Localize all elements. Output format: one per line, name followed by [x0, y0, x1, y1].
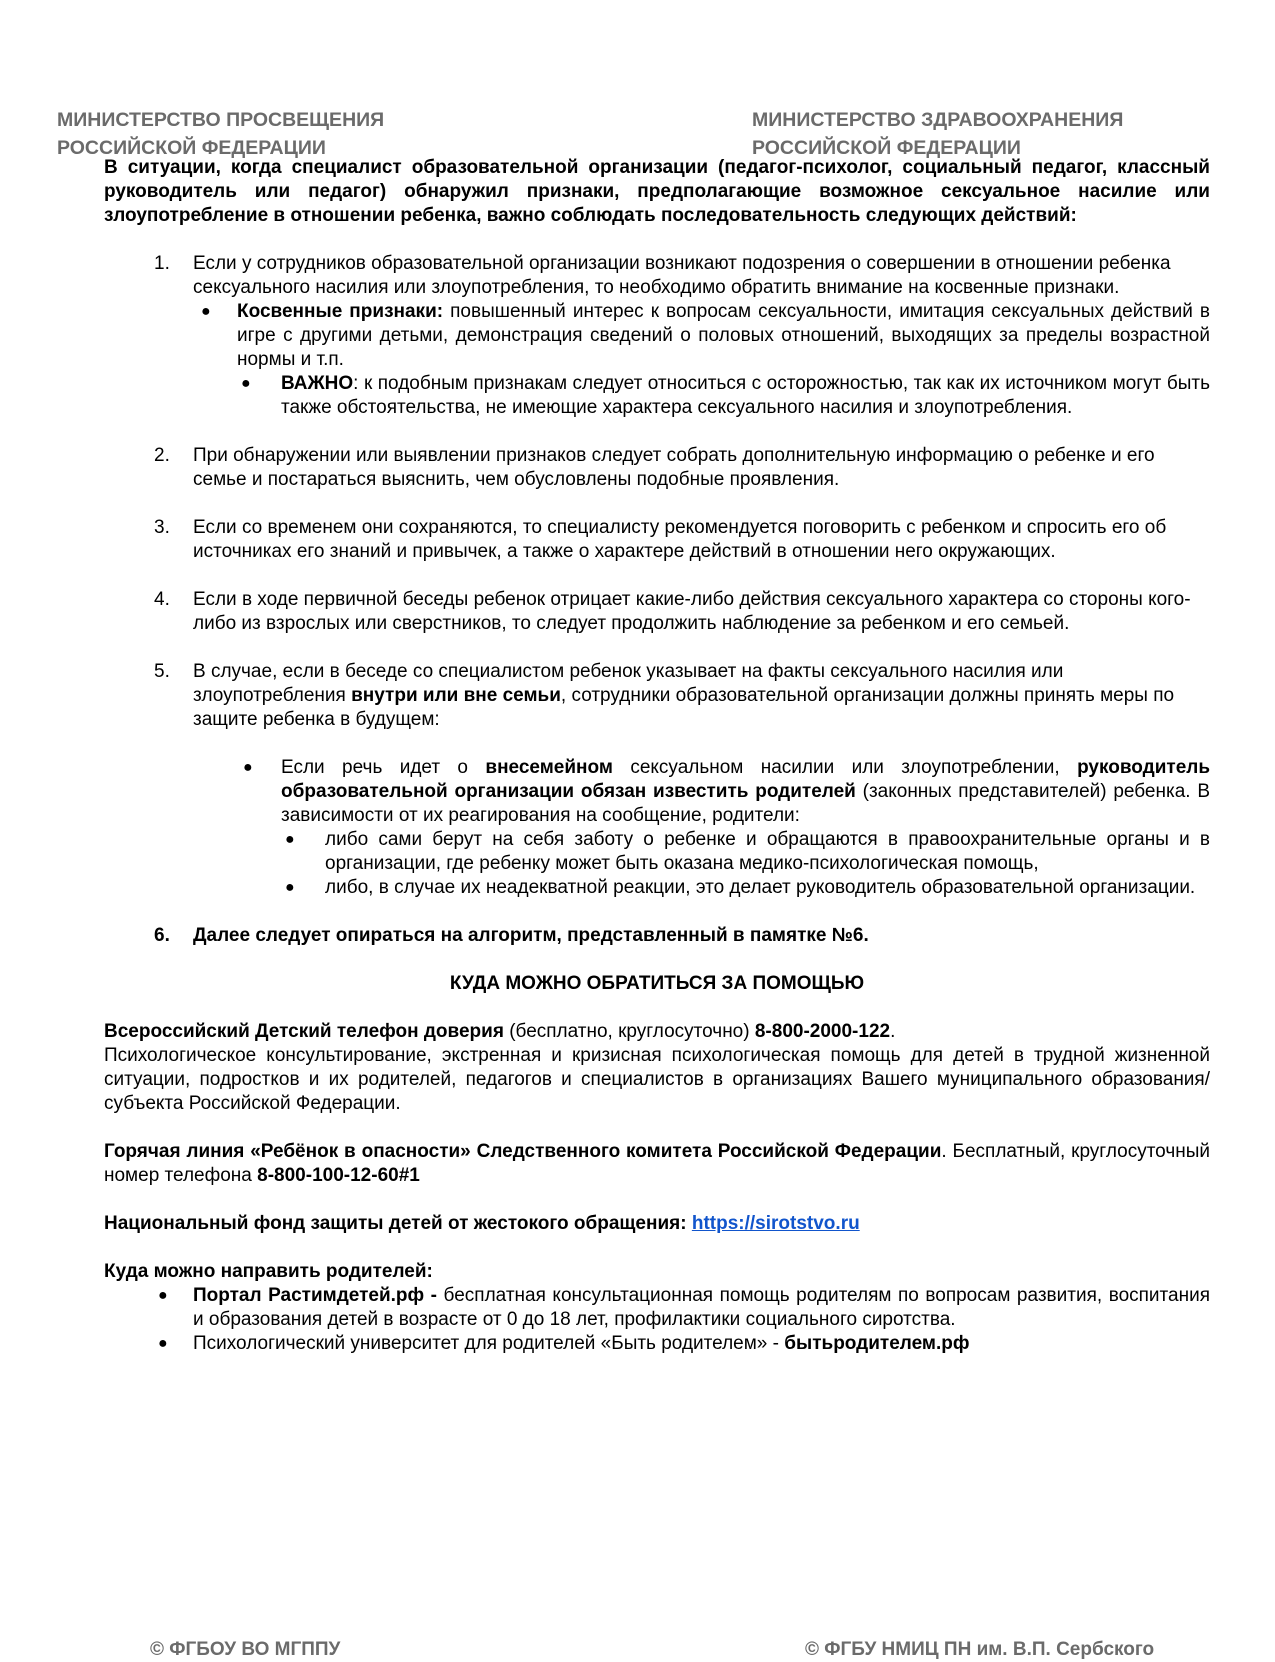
step-text	[193, 660, 1210, 732]
bullet-icon: ●	[285, 831, 295, 848]
parents-reaction-text: либо сами берут на себя заботу о ребенке и обращаются в правоохранительные органы и в организации, где ребенку может быть оказана медико-психологическая помощь,	[325, 829, 1210, 874]
child-helpline-note: (бесплатно, круглосуточно)	[503, 1021, 755, 1042]
parents-reaction-item	[281, 828, 1210, 876]
bullet-icon: ●	[158, 1335, 168, 1352]
parents-resource-item	[104, 1284, 1210, 1332]
intro-paragraph: В ситуации, когда специалист образовательной организации (педагог-психолог, социальный педагог, классный руководитель или педагог) обнаружил признаки, предполагающие возможное сексуальное насилие или злоупотребление в отношении ребенка, важно соблюдать последовательность следующих действий:	[104, 157, 1210, 226]
footer-right-copyright: © ФГБУ НМИЦ ПН им. В.П. Сербского	[805, 1639, 1155, 1660]
parents-resource-text: Психологический университет для родителей «Быть родителем» -	[193, 1333, 785, 1354]
important-note-item	[237, 372, 1210, 420]
child-helpline-period: .	[890, 1021, 896, 1042]
bullet-icon: ●	[241, 375, 251, 392]
help-section-title: КУДА МОЖНО ОБРАТИТЬСЯ ЗА ПОМОЩЬЮ	[449, 973, 865, 994]
hotline-phone: 8-800-100-12-60#1	[257, 1165, 420, 1186]
parents-resource-name: Портал Растимдетей.рф -	[193, 1285, 438, 1306]
step-6	[104, 924, 1210, 948]
measure-text: (законных представителей) ребенка. В зависимости от их реагирования на сообщение, родители:	[281, 781, 1210, 826]
parents-reaction-text: либо, в случае их неадекватной реакции, это делает руководитель образовательной организации.	[325, 877, 1196, 898]
bullet-icon: ●	[285, 879, 295, 896]
important-text: : к подобным признакам следует относиться с осторожностью, так как их источником могут быть также обстоятельства, не имеющие характера сексуального насилия и злоупотребления.	[281, 373, 1210, 418]
hotline-name: Горячая линия «Ребёнок в опасности» Следственного комитета Российской Федерации	[104, 1141, 942, 1162]
document-body	[104, 156, 1210, 1356]
indirect-signs-item	[193, 300, 1210, 420]
step-number: 2.	[154, 445, 170, 466]
step-1	[104, 252, 1210, 420]
national-fund-link[interactable]: https://sirotstvo.ru	[691, 1213, 860, 1234]
measure-bold: внесемейном	[485, 757, 613, 778]
bullet-icon: ●	[201, 303, 211, 320]
step-number: 6.	[154, 925, 170, 946]
national-fund-block	[104, 1212, 1210, 1236]
indirect-signs-list	[193, 300, 1210, 420]
investigative-committee-hotline	[104, 1140, 1210, 1188]
header-ministry-health	[752, 106, 1123, 162]
parents-resource-site: бытьродителем.рф	[784, 1333, 970, 1354]
header-ministry-education	[57, 106, 384, 162]
measure-text: сексуальном насилии или злоупотреблении,	[612, 757, 1078, 778]
header-right-line-2: РОССИЙСКОЙ ФЕДЕРАЦИИ	[752, 137, 1021, 159]
action-steps-list	[104, 252, 1210, 948]
important-label: ВАЖНО	[281, 373, 354, 394]
bullet-icon: ●	[243, 759, 253, 776]
child-helpline-name: Всероссийский Детский телефон доверия	[104, 1021, 504, 1042]
parents-reaction-item	[281, 876, 1210, 900]
step-text: Далее следует опираться на алгоритм, представленный в памятке №6.	[193, 925, 869, 946]
step-number: 3.	[154, 517, 170, 538]
step-number: 4.	[154, 589, 170, 610]
step-text-part: В случае, если в беседе со специалистом ребенок указывает на факты сексуального насилия или злоупотребления	[193, 661, 1064, 706]
step-text-part: , сотрудники образовательной организации должны принять меры по защите ребенка в будущем:	[193, 685, 1175, 730]
hotline-text: . Бесплатный, круглосуточный номер телефона	[104, 1141, 1210, 1186]
parents-resource-item	[104, 1332, 1210, 1356]
child-helpline-phone: 8-800-2000-122	[754, 1021, 891, 1042]
step-text: Если в ходе первичной беседы ребенок отрицает какие-либо действия сексуального характера со стороны кого-либо из взрослых или сверстников, то следует продолжить наблюдение за ребенком и его семьей.	[193, 589, 1191, 634]
child-helpline-description: Психологическое консультирование, экстренная и кризисная психологическая помощь для детей в трудной жизненной ситуации, подростков и их родителей, педагогов и специалистов в организациях Вашего муниципального образования/субъекта Российской Федерации.	[104, 1045, 1210, 1114]
parents-resources-list	[104, 1284, 1210, 1356]
step-4	[104, 588, 1210, 636]
indirect-signs-text: повышенный интерес к вопросам сексуальности, имитация сексуальных действий в игре с другими детьми, демонстрация сведений о половых отношений, выходящих за пределы возрастной нормы и т.п.	[237, 301, 1210, 370]
step-2	[104, 444, 1210, 492]
step-text: Если со временем они сохраняются, то специалисту рекомендуется поговорить с ребенком и спросить его об источниках его знаний и привычек, а также о характере действий в отношении него окружающих.	[193, 517, 1167, 562]
step-text-bold: внутри или вне семьи	[351, 685, 561, 706]
bullet-icon: ●	[158, 1287, 168, 1304]
step-number: 1.	[154, 253, 170, 274]
step-text: При обнаружении или выявлении признаков следует собрать дополнительную информацию о ребенке и его семье и постараться выяснить, чем обусловлены подобные проявления.	[193, 445, 1155, 490]
protection-measure-item	[193, 756, 1210, 900]
national-fund-name: Национальный фонд защиты детей от жестокого обращения:	[104, 1213, 692, 1234]
header-right-line-1: МИНИСТЕРСТВО ЗДРАВООХРАНЕНИЯ	[752, 109, 1124, 131]
step-text: Если у сотрудников образовательной организации возникают подозрения о совершении в отношении ребенка сексуального насилия или злоупотребления, то необходимо обратить внимание на косвенные признаки.	[193, 253, 1171, 298]
child-helpline-block	[104, 1020, 1210, 1116]
parents-reaction-list	[281, 828, 1210, 900]
indirect-signs-label: Косвенные признаки:	[237, 301, 444, 322]
footer-left-copyright: © ФГБОУ ВО МГППУ	[150, 1639, 341, 1660]
important-note-list	[237, 372, 1210, 420]
step-5	[104, 660, 1210, 900]
measure-text: Если речь идет о	[281, 757, 486, 778]
step-3	[104, 516, 1210, 564]
protection-measures-list	[193, 756, 1210, 900]
parents-resource-text: бесплатная консультационная помощь родителям по вопросам развития, воспитания и образования детей в возрасте от 0 до 18 лет, профилактики социального сиротства.	[193, 1285, 1210, 1330]
step-number: 5.	[154, 661, 170, 682]
measure-bold: руководитель образовательной организации обязан известить родителей	[281, 757, 1211, 802]
header-left-line-2: РОССИЙСКОЙ ФЕДЕРАЦИИ	[57, 137, 326, 159]
parents-resources-title: Куда можно направить родителей:	[104, 1261, 433, 1282]
header-left-line-1: МИНИСТЕРСТВО ПРОСВЕЩЕНИЯ	[57, 109, 385, 131]
